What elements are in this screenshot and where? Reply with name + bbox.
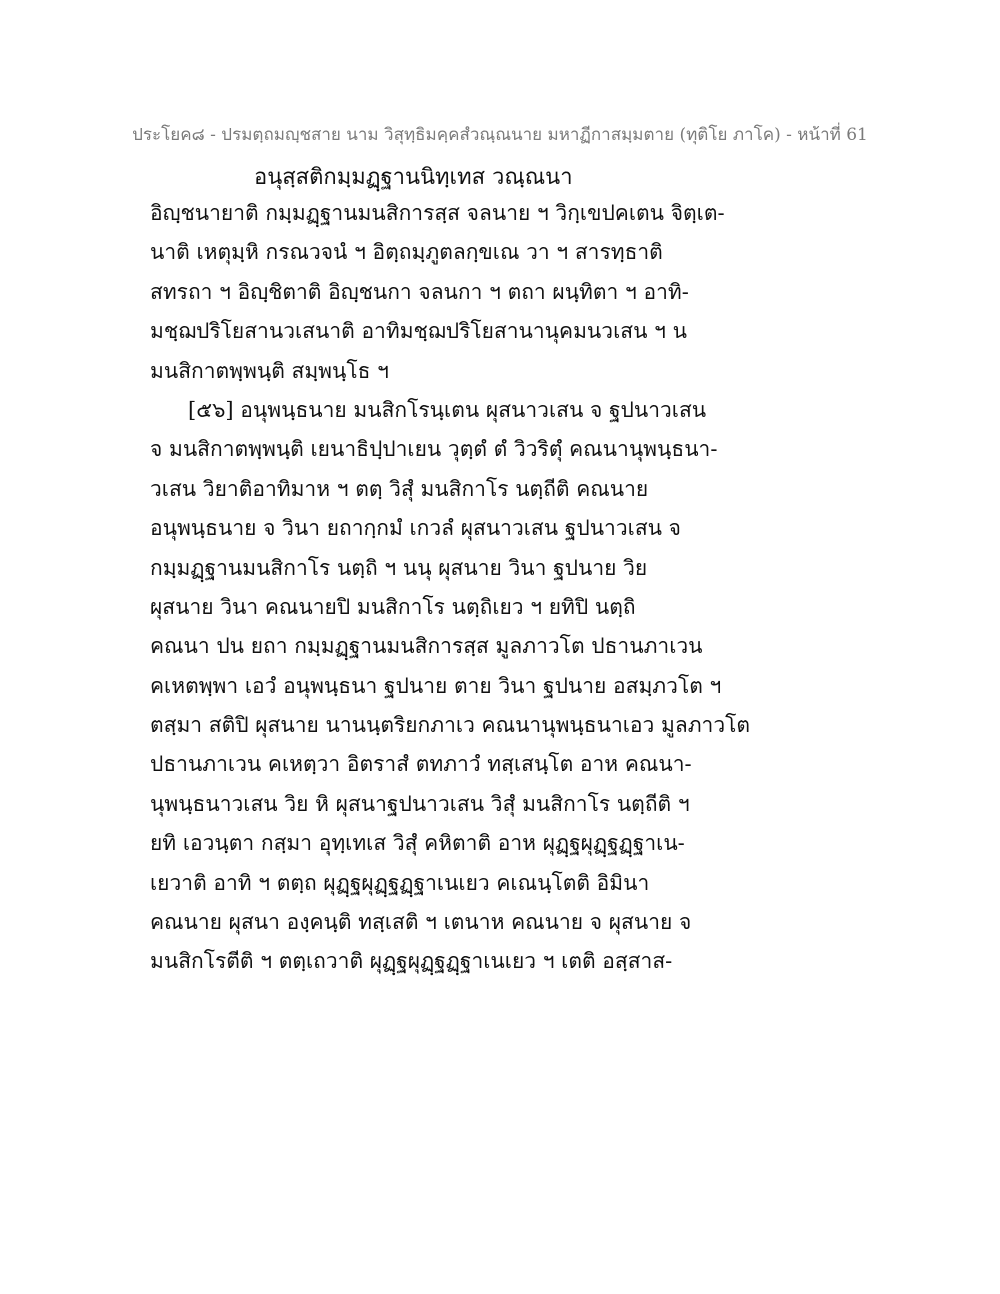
text-line: คณนา ปน ยถา กมฺมฏฺฐานมนสิการสฺส มูลภาวโต ปธานภาเวน xyxy=(150,634,703,659)
text-line: ผุสนาย วินา คณนายปิ มนสิกาโร นตฺถิเยว ฯ ยทิปิ นตฺถิ xyxy=(150,594,636,619)
text-line: มนสิกโรตีติ ฯ ตตฺเถวาติ ผุฏฺฐผุฏฺฐฏฺฐาเนเยว ฯ เตติ อสฺสาส- xyxy=(150,949,673,974)
text-line: จ มนสิกาตพฺพนฺติ เยนาธิปฺปาเยน วุตฺตํ ตํ วิวริตุํ คณนานุพนฺธนา- xyxy=(150,437,718,462)
text-line: อนุพนฺธนาย จ วินา ยถากฺกมํ เกวลํ ผุสนาวเสน ฐปนาวเสน จ xyxy=(150,516,681,541)
text-line: นุพนฺธนาวเสน วิย หิ ผุสนาฐปนาวเสน วิสุํ มนสิกาโร นตฺถีติ ฯ xyxy=(150,791,690,816)
running-header: ประโยค๘ - ปรมตฺถมญฺชสาย นาม วิสุทฺธิมคฺคสํวณฺณนาย มหาฏีกาสมฺมตาย (ทุติโย ภาโค) - หน้าที่ 61 xyxy=(132,125,868,145)
text-line: คณนาย ผุสนา องฺคนฺติ ทสฺเสติ ฯ เตนาห คณนาย จ ผุสนาย จ xyxy=(150,910,692,935)
text-line: ยทิ เอวนฺตา กสฺมา อุทฺเทเส วิสุํ คหิตาติ อาห ผุฏฺฐผุฏฺฐฏฺฐาเน- xyxy=(150,831,685,856)
text-line: เยวาติ อาทิ ฯ ตตฺถ ผุฏฺฐผุฏฺฐฏฺฐาเนเยว คเณนฺโตติ อิมินา xyxy=(150,870,650,895)
body-text xyxy=(150,194,870,982)
paragraph-start-line: [๕๖] อนุพนฺธนาย มนสิกโรนฺเตน ผุสนาวเสน จ ฐปนาวเสน xyxy=(188,397,707,422)
text-line: ปธานภาเวน คเหตฺวา อิตราสํ ตทภาวํ ทสฺเสนฺโต อาห คณนา- xyxy=(150,752,692,777)
text-line: มชฺฌปริโยสานวเสนาติ อาทิมชฺฌปริโยสานานุคมนวเสน ฯ น xyxy=(150,319,687,344)
section-title: อนุสฺสติกมฺมฏฺฐานนิทฺเทส วณฺณนา xyxy=(254,165,573,190)
text-line: มนสิกาตพฺพนฺติ สมฺพนฺโธ ฯ xyxy=(150,358,389,383)
text-line: วเสน วิยาติอาทิมาห ฯ ตตฺ วิสุํ มนสิกาโร นตฺถีติ คณนาย xyxy=(150,476,649,501)
text-line: ตสฺมา สติปิ ผุสนาย นานนฺตริยกภาเว คณนานุพนฺธนาเอว มูลภาวโต xyxy=(150,713,751,738)
text-line: นาติ เหตุมฺหิ กรณวจนํ ฯ อิตฺถมฺภูตลกฺขเณ วา ฯ สารทฺธาติ xyxy=(150,240,663,265)
text-line: กมฺมฏฺฐานมนสิกาโร นตฺถิ ฯ นนุ ผุสนาย วินา ฐปนาย วิย xyxy=(150,555,648,580)
text-line: สทรถา ฯ อิญฺชิตาติ อิญฺชนกา จลนกา ฯ ตถา ผนฺทิตา ฯ อาทิ- xyxy=(150,279,689,304)
text-line: คเหตพฺพา เอวํ อนุพนฺธนา ฐปนาย ตาย วินา ฐปนาย อสมฺภวโต ฯ xyxy=(150,673,722,698)
text-line: อิญฺชนายาติ กมฺมฏฺฐานมนสิการสฺส จลนาย ฯ วิกฺเขปคเตน จิตฺเต- xyxy=(150,201,725,225)
